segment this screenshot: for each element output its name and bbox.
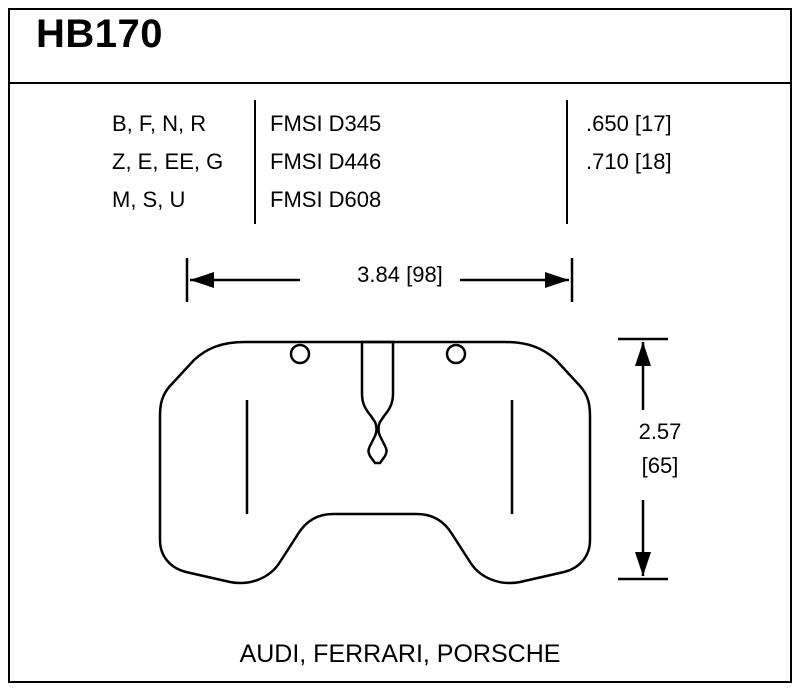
width-arrowhead-left: [190, 272, 214, 288]
height-arrowhead-bottom: [635, 552, 651, 576]
fmsi-row: FMSI D608: [270, 187, 382, 212]
fmsi-row: FMSI D446: [270, 149, 382, 174]
fmsi-row: FMSI D345: [270, 111, 382, 136]
mounting-hole-right: [447, 345, 465, 363]
height-arrowhead-top: [635, 342, 651, 366]
thickness-row: .710 [18]: [586, 149, 672, 174]
height-dimension-inches: 2.57: [638, 419, 682, 444]
compound-row: Z, E, EE, G: [112, 149, 224, 174]
part-number: HB170: [36, 12, 164, 56]
width-dimension-arrow: [187, 258, 572, 302]
height-dimension-arrow: [618, 339, 668, 579]
height-dimension-mm: [65]: [641, 453, 679, 478]
brake-pad-center-notch: [362, 342, 393, 463]
thickness-row: .650 [17]: [586, 111, 672, 136]
mounting-hole-left: [291, 345, 309, 363]
compound-row: M, S, U: [112, 187, 186, 212]
width-arrowhead-right: [545, 272, 569, 288]
vehicle-applications: AUDI, FERRARI, PORSCHE: [239, 640, 561, 668]
width-dimension-label: 3.84 [98]: [357, 262, 443, 287]
compound-row: B, F, N, R: [112, 111, 207, 136]
